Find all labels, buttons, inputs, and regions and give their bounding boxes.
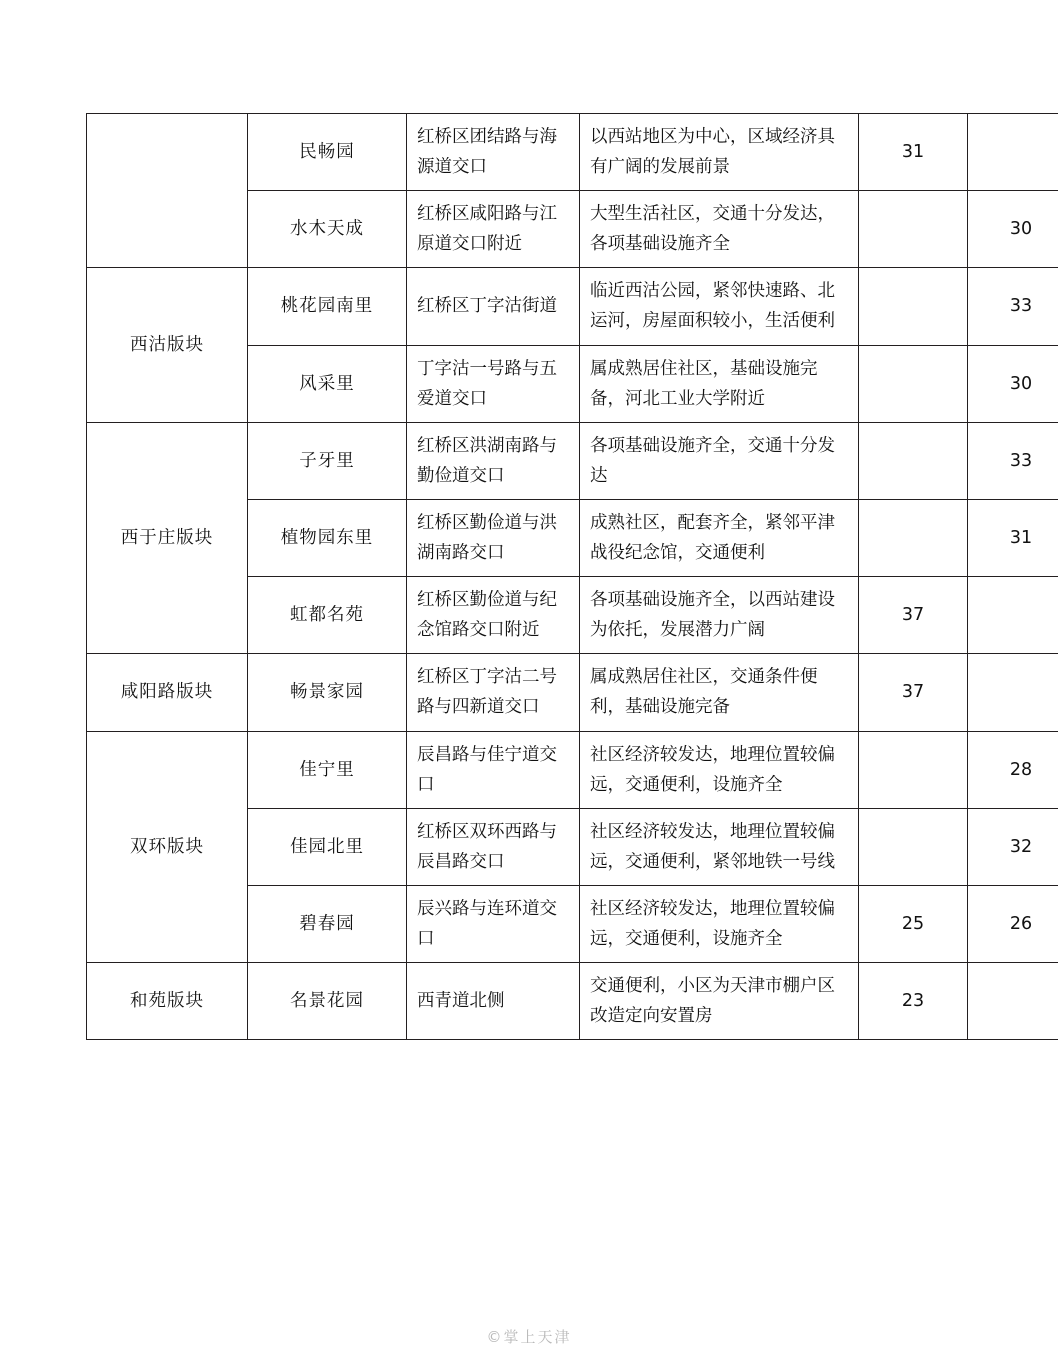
- cell-value-two: 32: [968, 808, 1058, 885]
- cell-sector: 西于庄版块: [87, 422, 248, 654]
- cell-address: 辰昌路与佳宁道交口: [407, 731, 580, 808]
- description-text: 社区经济较发达，地理位置较偏远，交通便利，设施齐全: [590, 744, 835, 795]
- cell-value-two: 33: [968, 422, 1058, 499]
- cell-description: [580, 963, 859, 1040]
- cell-community-name: 佳园北里: [248, 808, 407, 885]
- cell-value-two: [968, 963, 1058, 1040]
- description-text: 各项基础设施齐全，以西站建设为依托，发展潜力广阔: [590, 590, 835, 641]
- cell-address: 红桥区双环西路与辰昌路交口: [407, 808, 580, 885]
- cell-address: 红桥区丁字沽街道: [407, 268, 580, 345]
- cell-value-two: 31: [968, 499, 1058, 576]
- cell-address: 西青道北侧: [407, 963, 580, 1040]
- cell-address: 红桥区勤俭道与纪念馆路交口附近: [407, 577, 580, 654]
- cell-value-two: [968, 577, 1058, 654]
- cell-community-name: 水木天成: [248, 191, 407, 268]
- cell-value-two: [968, 114, 1058, 191]
- cell-value-two: 30: [968, 191, 1058, 268]
- cell-value-one: [859, 499, 968, 576]
- description-text: 社区经济较发达，地理位置较偏远，交通便利，设施齐全: [590, 898, 835, 949]
- cell-address: 红桥区团结路与海源道交口: [407, 114, 580, 191]
- cell-address: 辰兴路与连环道交口: [407, 885, 580, 962]
- cell-value-one: 31: [859, 114, 968, 191]
- table-row: [87, 422, 1058, 499]
- cell-description: [580, 654, 859, 731]
- description-text: 各项基础设施齐全，交通十分发达: [590, 435, 835, 486]
- cell-sector: 咸阳路版块: [87, 654, 248, 731]
- cell-community-name: 虹都名苑: [248, 577, 407, 654]
- cell-community-name: 畅景家园: [248, 654, 407, 731]
- cell-sector: [87, 114, 248, 268]
- cell-description: [580, 499, 859, 576]
- cell-community-name: 碧春园: [248, 885, 407, 962]
- cell-community-name: 名景花园: [248, 963, 407, 1040]
- cell-value-two: 28: [968, 731, 1058, 808]
- cell-address: 红桥区勤俭道与洪湖南路交口: [407, 499, 580, 576]
- cell-address: 丁字沽一号路与五爱道交口: [407, 345, 580, 422]
- table-row: [87, 268, 1058, 345]
- description-text: 以西站地区为中心，区域经济具有广阔的发展前景: [590, 127, 835, 178]
- cell-community-name: 植物园东里: [248, 499, 407, 576]
- cell-value-one: [859, 808, 968, 885]
- cell-description: [580, 577, 859, 654]
- cell-value-two: 33: [968, 268, 1058, 345]
- cell-community-name: 子牙里: [248, 422, 407, 499]
- cell-value-one: [859, 268, 968, 345]
- cell-description: [580, 345, 859, 422]
- cell-value-two: 26: [968, 885, 1058, 962]
- cell-description: [580, 422, 859, 499]
- cell-community-name: 民畅园: [248, 114, 407, 191]
- description-text: 属成熟居住社区，基础设施完备，河北工业大学附近: [590, 358, 818, 409]
- description-text: 临近西沽公园，紧邻快速路、北运河，房屋面积较小，生活便利: [590, 281, 835, 332]
- cell-description: [580, 885, 859, 962]
- description-text: 社区经济较发达，地理位置较偏远，交通便利，紧邻地铁一号线: [590, 821, 835, 872]
- cell-description: [580, 268, 859, 345]
- table-container: [86, 113, 1033, 1040]
- description-text: 成熟社区，配套齐全，紧邻平津战役纪念馆，交通便利: [590, 512, 835, 564]
- cell-value-one: 25: [859, 885, 968, 962]
- cell-value-two: [968, 654, 1058, 731]
- cell-sector: 双环版块: [87, 731, 248, 963]
- cell-community-name: 风采里: [248, 345, 407, 422]
- cell-sector: 西沽版块: [87, 268, 248, 422]
- table-row: [87, 654, 1058, 731]
- cell-value-one: [859, 345, 968, 422]
- cell-community-name: 桃花园南里: [248, 268, 407, 345]
- cell-description: [580, 191, 859, 268]
- cell-value-one: [859, 731, 968, 808]
- cell-value-two: 30: [968, 345, 1058, 422]
- cell-address: 红桥区咸阳路与江原道交口附近: [407, 191, 580, 268]
- cell-address: 红桥区丁字沽二号路与四新道交口: [407, 654, 580, 731]
- cell-description: [580, 731, 859, 808]
- cell-value-one: [859, 422, 968, 499]
- table-row: [87, 731, 1058, 808]
- cell-address: 红桥区洪湖南路与勤俭道交口: [407, 422, 580, 499]
- cell-value-one: [859, 191, 968, 268]
- table-row: [87, 114, 1058, 191]
- description-text: 属成熟居住社区，交通条件便利，基础设施完备: [590, 667, 818, 718]
- description-text: 交通便利，小区为天津市棚户区改造定向安置房: [590, 976, 835, 1027]
- cell-description: [580, 114, 859, 191]
- cell-community-name: 佳宁里: [248, 731, 407, 808]
- cell-description: [580, 808, 859, 885]
- cell-value-one: 37: [859, 577, 968, 654]
- housing-table: [86, 113, 1058, 1040]
- cell-value-one: 23: [859, 963, 968, 1040]
- description-text: 大型生活社区，交通十分发达，各项基础设施齐全: [590, 204, 835, 255]
- cell-value-one: 37: [859, 654, 968, 731]
- table-row: [87, 963, 1058, 1040]
- cell-sector: 和苑版块: [87, 963, 248, 1040]
- watermark: ©掌上天津: [486, 1328, 572, 1346]
